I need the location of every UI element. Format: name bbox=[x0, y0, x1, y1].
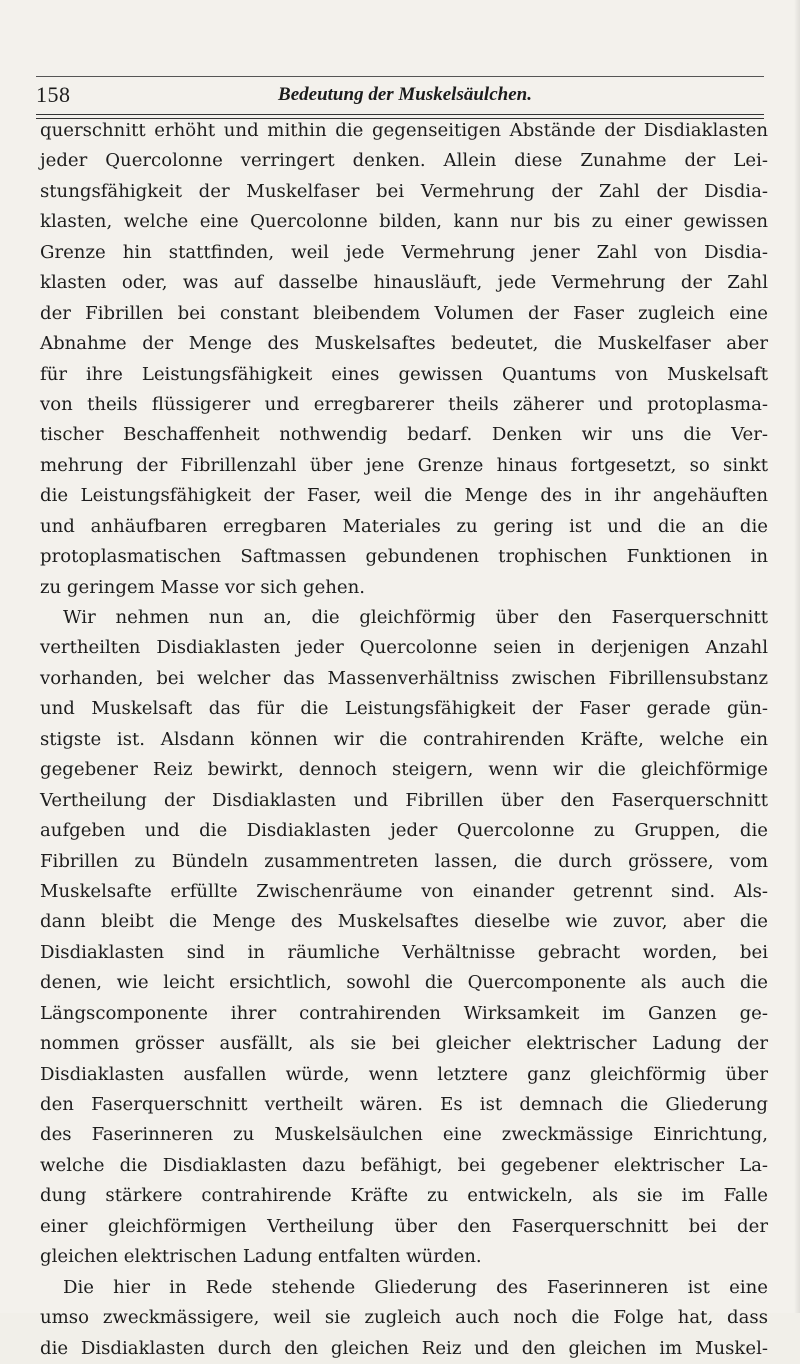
page-header bbox=[36, 82, 774, 112]
text-line: den Faserquerschnitt vertheilt wären. Es ist demnach die Gliederung bbox=[40, 1094, 768, 1115]
top-border-line bbox=[36, 76, 764, 77]
text-line: stungsfähigkeit der Muskelfaser bei Vermehrung der Zahl der Disdia- bbox=[40, 180, 768, 202]
text-line: zu geringem Masse vor sich gehen. bbox=[40, 576, 366, 598]
text-line: für ihre Leistungsfähigkeit eines gewissen Quantums von Muskelsaft bbox=[40, 363, 768, 385]
text-line: die Leistungsfähigkeit der Faser, weil die Menge des in ihr angehäuften bbox=[40, 485, 768, 507]
text-line: vorhanden, bei welcher das Massenverhältniss zwischen Fibrillensubstanz bbox=[40, 667, 768, 689]
text-line: Disdiaklasten ausfallen würde, wenn letztere ganz gleichförmig über bbox=[40, 1063, 768, 1085]
text-line: protoplasmatischen Saftmassen gebundenen trophischen Funktionen in bbox=[40, 546, 768, 568]
text-line: gegebener Reiz bewirkt, dennoch steigern, wenn wir die gleichförmige bbox=[40, 759, 768, 781]
text-line: Die hier in Rede stehende Gliederung des Faserinneren ist eine bbox=[63, 1276, 768, 1298]
text-line: Vertheilung der Disdiaklasten und Fibrillen über den Faserquerschnitt bbox=[40, 789, 768, 811]
text-line: vertheilten Disdiaklasten jeder Quercolonne seien in derjenigen Anzahl bbox=[40, 637, 768, 659]
text-line: klasten, welche eine Quercolonne bilden, kann nur bis zu einer gewissen bbox=[40, 211, 768, 233]
page-number: 158 bbox=[36, 82, 71, 107]
text-line: Längscomponente ihrer contrahirenden Wirksamkeit im Ganzen ge- bbox=[40, 1002, 768, 1024]
text-line: von theils flüssigerer und erregbarerer theils zäherer und protoplasma- bbox=[40, 393, 768, 415]
text-line: jeder Quercolonne verringert denken. Allein diese Zunahme der Lei- bbox=[40, 150, 768, 172]
text-line: des Faserinneren zu Muskelsäulchen eine zweckmässige Einrichtung, bbox=[40, 1124, 768, 1146]
text-line: nommen grösser ausfällt, als sie bei gleicher elektrischer Ladung der bbox=[40, 1033, 768, 1055]
text-line: Muskelsafte erfüllte Zwischenräume von einander getrennt sind. Als- bbox=[40, 880, 768, 902]
text-line: Abnahme der Menge des Muskelsaftes bedeutet, die Muskelfaser aber bbox=[40, 333, 768, 355]
text-line: stigste ist. Alsdann können wir die contrahirenden Kräfte, welche ein bbox=[40, 728, 768, 750]
text-line: welche die Disdiaklasten dazu befähigt, bei gegebener elektrischer La- bbox=[40, 1154, 768, 1176]
text-line: klasten oder, was auf dasselbe hinausläuft, jede Vermehrung der Zahl bbox=[40, 272, 768, 294]
text-line: Grenze hin stattfinden, weil jede Vermehrung jener Zahl von Disdia- bbox=[40, 241, 768, 263]
text-line: und anhäufbaren erregbaren Materiales zu gering ist und die an die bbox=[40, 515, 768, 537]
text-line: gleichen elektrischen Ladung entfalten würden. bbox=[40, 1246, 482, 1268]
text-line: aufgeben und die Disdiaklasten jeder Quercolonne zu Gruppen, die bbox=[40, 820, 768, 842]
text-line: dann bleibt die Menge des Muskelsaftes dieselbe wie zuvor, aber die bbox=[40, 911, 768, 933]
text-line: Fibrillen zu Bündeln zusammentreten lassen, die durch grössere, vom bbox=[40, 850, 768, 872]
running-title: Bedeutung der Muskelsäulchen. bbox=[278, 84, 532, 105]
text-line: einer gleichförmigen Vertheilung über den Faserquerschnitt bei der bbox=[40, 1215, 768, 1237]
text-line: und Muskelsaft das für die Leistungsfähigkeit der Faser gerade gün- bbox=[40, 698, 768, 720]
text-line: umso zweckmässigere, weil sie zugleich auch noch die Folge hat, dass bbox=[40, 1307, 768, 1329]
scan-edge-shadow bbox=[794, 0, 800, 1313]
text-line: dung stärkere contrahirende Kräfte zu entwickeln, als sie im Falle bbox=[40, 1185, 768, 1207]
text-line: tischer Beschaffenheit nothwendig bedarf. Denken wir uns die Ver- bbox=[40, 424, 768, 446]
text-line: mehrung der Fibrillenzahl über jene Grenze hinaus fortgesetzt, so sinkt bbox=[40, 454, 768, 476]
text-line: der Fibrillen bei constant bleibendem Volumen der Faser zugleich eine bbox=[40, 302, 768, 324]
body-text bbox=[40, 116, 768, 1364]
text-line: querschnitt erhöht und mithin die gegenseitigen Abstände der Disdiaklasten bbox=[40, 120, 768, 141]
text-line: denen, wie leicht ersichtlich, sowohl die Quercomponente als auch die bbox=[40, 972, 768, 994]
text-line: Disdiaklasten sind in räumliche Verhältnisse gebracht worden, bei bbox=[40, 941, 768, 963]
text-line: Wir nehmen nun an, die gleichförmig über den Faserquerschnitt bbox=[63, 607, 768, 628]
text-line: die Disdiaklasten durch den gleichen Reiz und den gleichen im Muskel- bbox=[40, 1337, 768, 1359]
